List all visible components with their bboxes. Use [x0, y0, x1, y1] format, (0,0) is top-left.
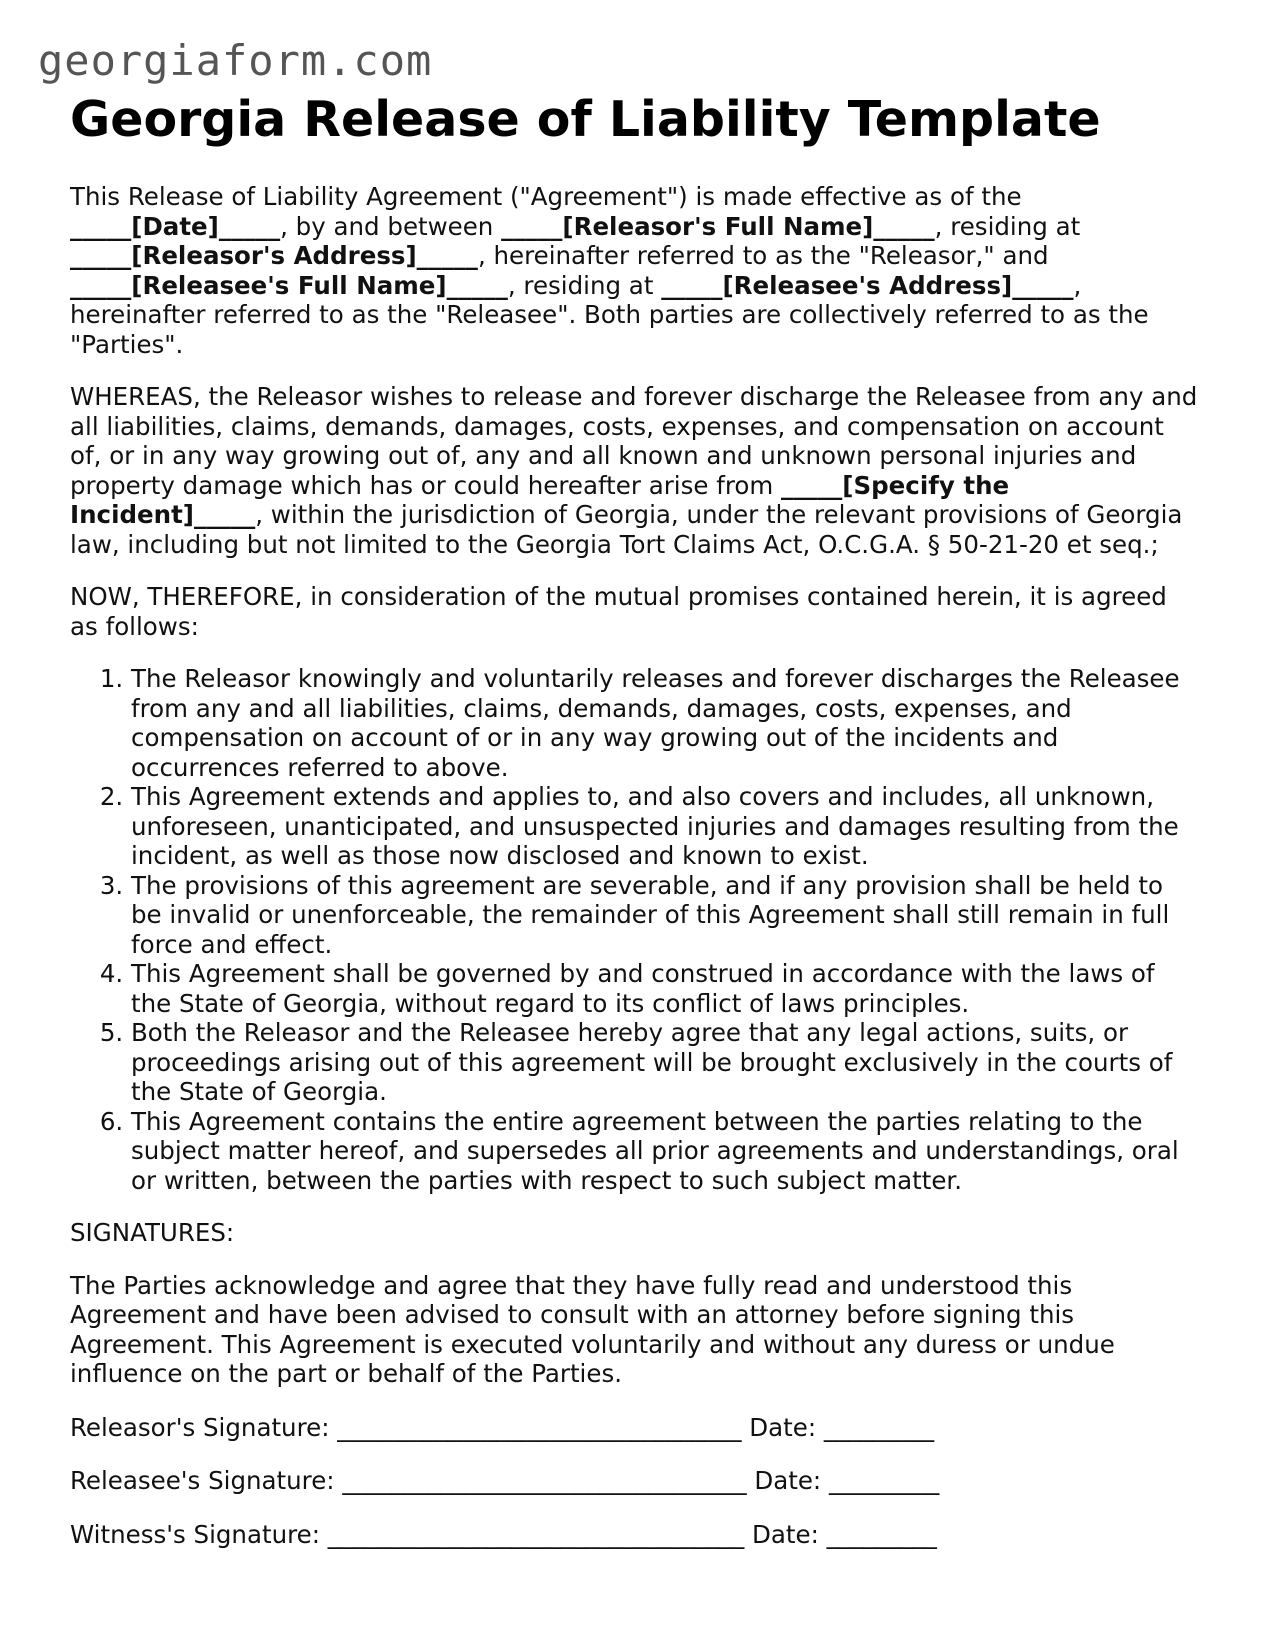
releasee-signature-line: Releasee's Signature: _________________________________ Date: _________ [70, 1466, 940, 1495]
intro-text-4: , hereinafter referred to as the "Releasor," and [477, 241, 1049, 270]
page-title: Georgia Release of Liability Template [70, 91, 1101, 148]
intro-text-3: , residing at [934, 211, 1081, 241]
intro-paragraph [70, 182, 1200, 359]
intro-text-1: This Release of Liability Agreement ("Agreement") is made effective as of the [70, 182, 1022, 211]
whereas-text-2: , within the jurisdiction of Georgia, under the relevant provisions of Georgia law, including but not limited to the Georgia Tort Claims Act, O.C.G.A. § 50-21-20 et seq.; [70, 500, 1183, 559]
releasor-signature-line: Releasor's Signature: _________________________________ Date: _________ [70, 1412, 935, 1442]
whereas-paragraph [70, 382, 1200, 559]
releasor-name-field: _____[Releasor's Full Name]_____ [501, 211, 935, 241]
releasee-name-field: _____[Releasee's Full Name]_____ [70, 270, 508, 300]
clause-item: 2. This Agreement extends and applies to, and also covers and includes, all unknown, unforeseen, unanticipated, and unsuspected injuries and damages resulting from the incident, as well as those now disclosed and known to exist. [131, 782, 1200, 871]
clause-item: 5. Both the Releasor and the Releasee hereby agree that any legal actions, suits, or proceedings arising out of this agreement will be brought exclusively in the courts of the State of Georgia. [131, 1018, 1200, 1107]
document-page [70, 90, 1200, 1549]
clause-item: 4. This Agreement shall be governed by and construed in accordance with the laws of the State of Georgia, without regard to its conflict of laws principles. [131, 959, 1200, 1018]
clause-item: 1. The Releasor knowingly and voluntarily releases and forever discharges the Releasee from any and all liabilities, claims, demands, damages, costs, expenses, and compensation on account of or in any way growing out of the incidents and occurrences referred to above. [131, 664, 1200, 782]
clause-item: 6. This Agreement contains the entire agreement between the parties relating to the subject matter hereof, and supersedes all prior agreements and understandings, oral or written, between the parties with respect to such subject matter. [131, 1107, 1200, 1196]
watermark-logo: georgiaform.com [38, 36, 433, 85]
whereas-text-1: WHEREAS, the Releasor wishes to release and forever discharge the Releasee from any and all liabilities, claims, demands, damages, costs, expenses, and compensation on account of, or in any way growing out of, any and all known and unknown personal injuries and property damage which has or could hereafter arise from [70, 382, 1198, 500]
incident-field: _____[Specify the Incident]_____ [70, 470, 1010, 529]
acknowledgment-paragraph: The Parties acknowledge and agree that they have fully read and understood this Agreement and have been advised to consult with an attorney before signing this Agreement. This Agreement is executed voluntarily and without any duress or undue influence on the part or behalf of the Parties. [70, 1270, 1115, 1388]
releasor-address-field: _____[Releasor's Address]_____ [70, 241, 478, 270]
releasee-address-field: _____[Releasee's Address]_____ [661, 270, 1074, 300]
clause-item: 3. The provisions of this agreement are severable, and if any provision shall be held to be invalid or unenforceable, the remainder of this Agreement shall still remain in full force and effect. [131, 871, 1200, 960]
signatures-heading: SIGNATURES: [70, 1218, 235, 1247]
now-therefore-paragraph: NOW, THEREFORE, in consideration of the mutual promises contained herein, it is agreed as follows: [70, 582, 1167, 641]
intro-text-5: , residing at [507, 270, 662, 300]
date-field: _____[Date]_____ [70, 211, 281, 241]
intro-text-6: , hereinafter referred to as the "Releasee". Both parties are collectively referred to as the "Parties". [70, 270, 1149, 359]
intro-text-2: , by and between [280, 211, 502, 241]
clauses-list [70, 664, 1200, 1195]
witness-signature-line: Witness's Signature: __________________________________ Date: _________ [70, 1519, 937, 1549]
